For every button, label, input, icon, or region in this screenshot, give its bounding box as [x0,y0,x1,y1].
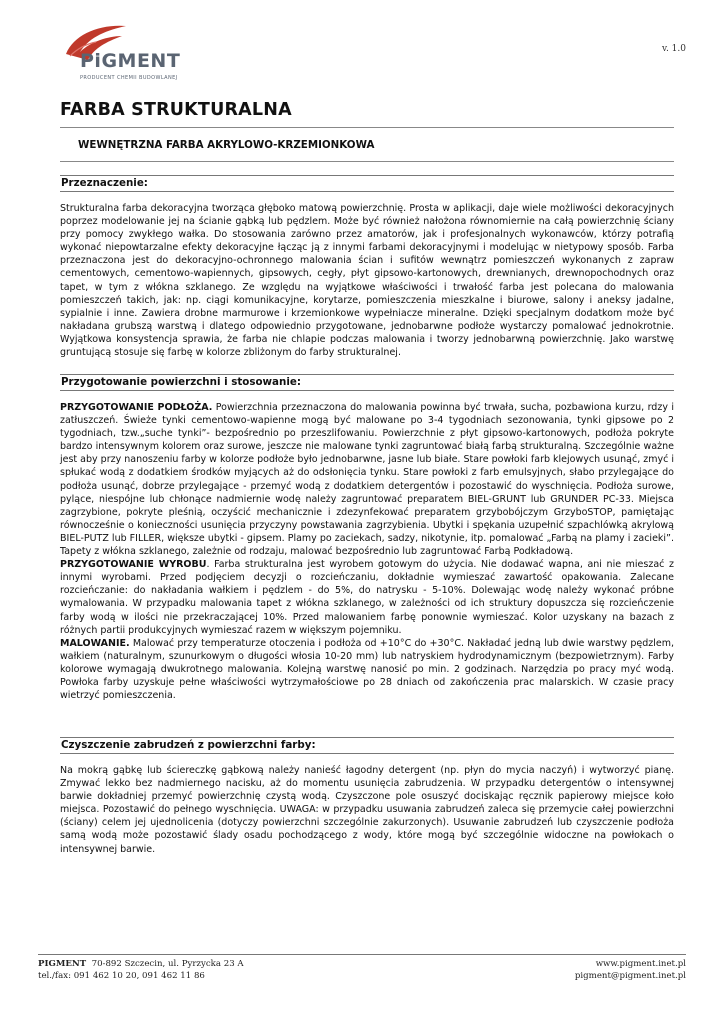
section-przeznaczenie [60,175,674,359]
page-title: FARBA STRUKTURALNA [60,100,292,120]
title-divider [60,127,674,128]
footer-web [575,958,686,982]
footer-divider [38,954,686,955]
paragraph [60,558,674,637]
paragraph-text: Malować przy temperaturze otoczenia i podłoża od +10°C do +30°C. Nakładać jedną lub dwie warstwy pędzlem, wałkiem (naturalnym, szunurkowym o długości włosia 10-20 mm) lub natryskiem hydrodynamicznym (bezpowietrznym). Farby kolorowe wymagają dwukrotnego malowania. Kolejną warstwę nanosić po min. 2 godzinach. Narzędzia po pracy myć wodą. Powłoka farby uzyskuje pełne właściwości wytrzymałościowe po 28 dniach od zakończenia prac malarskich. W czasie pracy wietrzyć pomieszczenia. [60,637,674,702]
paragraph [60,202,674,359]
logo-wordmark: PiGMENT [80,50,181,72]
paragraph-text: . Farba strukturalna jest wyrobem gotowym do użycia. Nie dodawać wapna, ani nie mieszać z innymi wyrobami. Przed podjęciem decyzji o rozcieńczaniu, dokładnie wymieszać zawartość opakowania. Zalecane rozcieńczanie: do nakładania wałkiem i pędzlem - do 5%, do natrysku - 5-10%. Dolewając wodę należy wykonać próbne wymalowania. W przypadku malowania tapet z włókna szklanego, w zależności od ich struktury dopuszcza się rozcieńczenie farby wodą w ilości nie przekraczającej 10%. Przed malowaniem farbę ponownie wymieszać. Kolor uzyskany na bazach z różnych partii produkcyjnych wymieszać razem w większym pojemniku. [60,559,674,636]
paragraph-text: Powierzchnia przeznaczona do malowania powinna być trwała, sucha, pozbawiona kurzu, rdzy i zatłuszczeń. Świeże tynki cementowo-wapienne mogą być malowane po 3-4 tygodniach sezonowania, tynki gipsowe po 2 tygodniach, tzw.„suche tynki”- bezpośrednio po przeszlifowaniu. Powierzchnie z płyt gipsowo-kartonowych, podłoża pokryte bardzo intensywnym kolorem oraz surowe, jeszcze nie malowane tynki zagruntować białą farbą strukturalną. Szczególnie ważne jest aby przy nanoszeniu farby w kolorze podłoże było jednobarwne, jasne lub białe. Stare powłoki farb klejowych usunąć, zmyć i spłukać wodą z dodatkiem środków myjących aż do odsłonięcia tynku. Stare powłoki z farb emulsyjnych, słabo przylegające do podłoża usunąć, dobrze przylegające - przemyć wodą z dodatkiem detergentów i pozostawić do wyschnięcia. Podłoża surowe, pylące, niespójne lub chłonące nadmiernie wodę należy zagruntować preparatem BIEL-GRUNT lub GRUNDER PC-33. Miejsca zagrzybione, pokryte pleśnią, oczyścić mechanicznie i zdezynfekować preparatem grzybobójczym GrzyboSTOP, pamiętając równocześnie o konieczności usunięcia przyczyny powstawania zagrzybienia. Ubytki i spękania uzupełnić szpachlówką akrylową BIEL-PUTZ lub FILLER, większe ubytki - gipsem. Plamy po zaciekach, sadzy, nikotynie, itp. pomalować „Farbą na plamy i zacieki”. Tapety z włókna szklanego, zależnie od rodzaju, malować bezpośrednio lub zagruntować Farbą Podkładową. [60,402,674,558]
footer-contact [38,958,244,982]
paragraph-lead: MALOWANIE. [60,637,130,649]
footer-company: PIGMENT [38,959,87,969]
paragraph [60,401,674,558]
subtitle-divider [60,161,674,162]
section-czyszczenie [60,737,674,856]
footer-website[interactable]: www.pigment.inet.pl [595,959,686,969]
paragraph [60,764,674,856]
section-przygotowanie [60,374,674,702]
section-heading: Czyszczenie zabrudzeń z powierzchni farby: [60,737,674,754]
paragraph-text: Na mokrą gąbkę lub ściereczkę gąbkową należy nanieść łagodny detergent (np. płyn do mycia naczyń) i wytworzyć pianę. Zmywać lekko bez nadmiernego nacisku, aż do momentu usunięcia zabrudzenia. W przypadku detergentów o intensywnej barwie dokładniej przemyć powierzchnię czystą wodą. Czyszczone pole osuszyć dociskając ręcznik papierowy miejsce koło miejsca. Pozostawić do pełnego wyschnięcia. UWAGA: w przypadku usuwania zabrudzeń zaleca się przemycie całej powierzchni (ściany) celem jej ujednolicenia (dotyczy powierzchni szczególnie zakurzonych). Usuwanie zabrudzeń lub czyszczenie podłoża samą wodą może pozostawić ślady osadu pochodzącego z wody, które mogą być szczególnie widoczne na powłokach o intensywnej barwie. [60,765,674,855]
section-body [60,764,674,856]
footer-phone: tel./fax: 091 462 10 20, 091 462 11 86 [38,971,205,981]
logo-tagline: PRODUCENT CHEMII BUDOWLANEJ [80,75,178,81]
paragraph-lead: PRZYGOTOWANIE PODŁOŻA. [60,402,213,413]
section-body [60,202,674,359]
paragraph [60,637,674,702]
paragraph-text: Strukturalna farba dekoracyjna tworząca głęboko matową powierzchnię. Prosta w aplikacji, daje wiele możliwości dekoracyjnych poprzez modelowanie jej na ścianie gąbką lub pędzlem. Może być również nałożona równomiernie na całą powierzchnię ściany przy pomocy zwykłego wałka. Do stosowania zarówno przez amatorów, jak i profesjonalnych wykonawców, którzy potrafią wykonać niepowtarzalne efekty dekoracyjne łącząc ją z innymi farbami dekoracyjnymi i modelując w nietypowy sposób. Farba przeznaczona jest do dekoracyjno-ochronnego malowania ścian i sufitów wewnątrz pomieszczeń wykonanych z zapraw cementowych, cementowo-wapiennych, gipsowych, cegły, płyt gipsowo-kartonowych, drewnianych, drewnopochodnych oraz tapet, w tym z włókna szklanego. Ze względu na wyjątkowe właściwości i trwałość farba jest polecana do malowania pomieszczeń takich, jak: np. ciągi komunikacyjne, korytarze, pomieszczenia mieszkalne i biurowe, salony i aneksy jadalne, sypialnie i inne. Zawiera drobne marmurowe i krzemionkowe wypełniacze mineralne. Dzięki specjalnym dodatkom może być nakładana grubszą warstwą i dlatego odpowiednio przygotowane, jednobarwne podłoże wystarczy pomalować jednokrotnie. Wyjątkowa konsystencja sprawia, że farba nie chlapie podczas malowania i tworzy jednobarwną powierzchnię. Jako warstwę gruntującą stosuje się farbę w kolorze zbliżonym do farby strukturalnej. [60,203,674,359]
section-heading: Przygotowanie powierzchni i stosowanie: [60,374,674,391]
section-heading: Przeznaczenie: [60,175,674,192]
footer-email[interactable]: pigment@pigment.inet.pl [574,971,686,981]
page-subtitle: WEWNĘTRZNA FARBA AKRYLOWO-KRZEMIONKOWA [78,139,375,151]
paragraph-lead: PRZYGOTOWANIE WYROBU [60,559,207,571]
version-label: v. 1.0 [661,44,686,54]
footer-address: 70-892 Szczecin, ul. Pyrzycka 23 A [91,959,244,969]
section-body [60,401,674,702]
